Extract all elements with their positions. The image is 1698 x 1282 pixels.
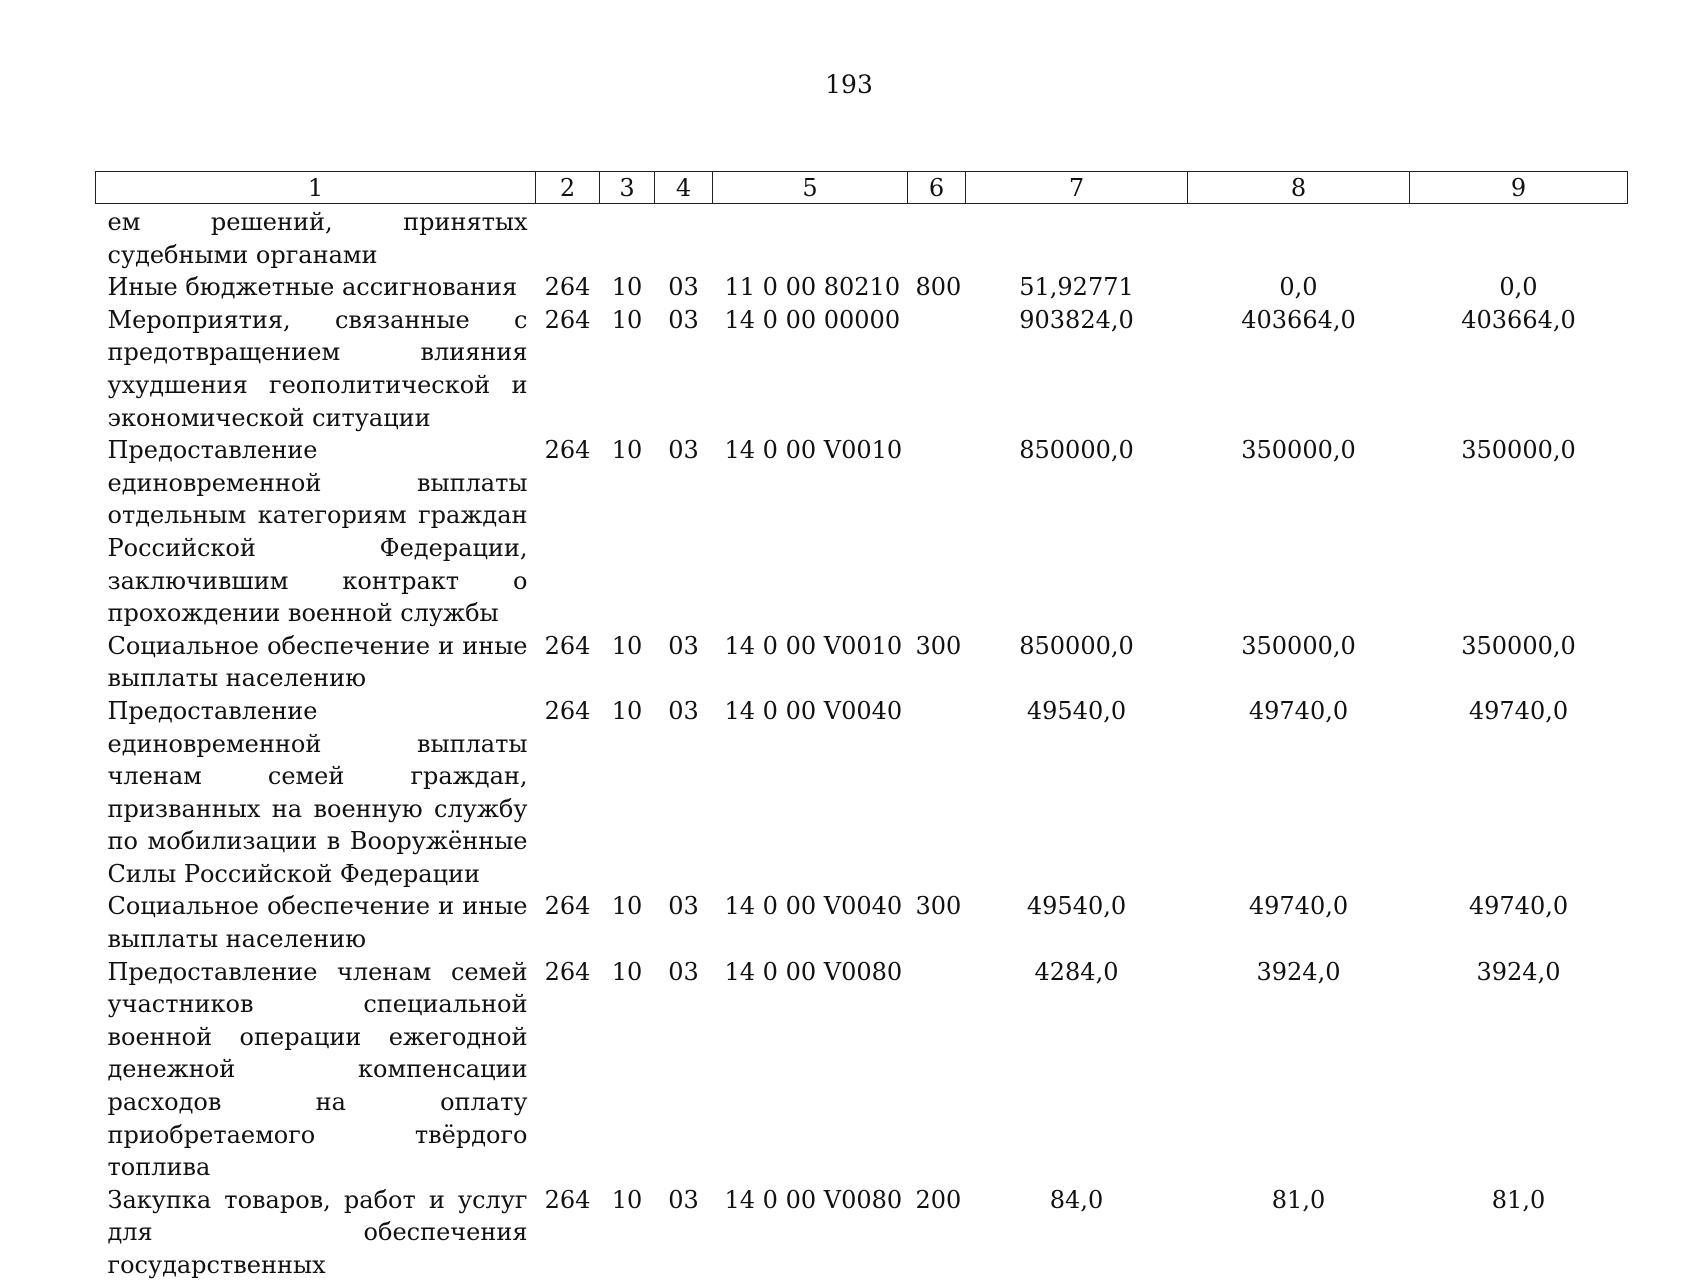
budget-table	[95, 171, 1628, 1282]
column-header: 6	[908, 172, 966, 204]
table-cell-col-8: 49740,0	[1248, 696, 1349, 725]
column-header: 3	[600, 172, 655, 204]
table-cell-col-9: 49740,0	[1468, 892, 1569, 921]
table-cell-col-3: 10	[611, 436, 643, 465]
table-cell-col-4	[655, 204, 713, 272]
table-cell-col-3: 10	[611, 305, 643, 334]
table-cell-col-6: 300	[915, 631, 962, 660]
table-cell-col-3	[600, 204, 655, 272]
table-cell-col-8: 350000,0	[1241, 436, 1356, 465]
column-header: 2	[536, 172, 600, 204]
row-label-cell: ем решений, принятых судебными органами	[107, 208, 528, 269]
column-header: 1	[96, 172, 536, 204]
table-cell-col-4: 03	[668, 436, 699, 465]
column-header: 9	[1410, 172, 1628, 204]
table-cell-col-7: 903824,0	[1019, 305, 1134, 334]
row-label-cell: Иные бюджетные ассигнования	[107, 273, 518, 302]
table-cell-col-8	[1188, 204, 1410, 272]
table-cell-col-5: 11 0 00 80210	[724, 273, 901, 302]
table-cell-col-2: 264	[544, 305, 591, 334]
table-cell-col-2: 264	[544, 1185, 591, 1214]
table-cell-col-9	[1410, 204, 1628, 272]
table-cell-col-4: 03	[668, 631, 699, 660]
table-row	[96, 304, 1628, 434]
table-cell-col-3: 10	[611, 957, 643, 986]
table-row	[96, 890, 1628, 955]
table-cell-col-5: 14 0 00 V0080	[724, 1185, 903, 1214]
row-label-cell: Мероприятия, связанные с предотвращением влияния ухудшения геополитической и экономической ситуации	[107, 305, 528, 432]
table-cell-col-4: 03	[668, 1185, 699, 1214]
table-row	[96, 434, 1628, 630]
table-cell-col-7: 49540,0	[1026, 696, 1127, 725]
table-cell-col-2	[536, 204, 600, 272]
table-cell-col-2: 264	[544, 892, 591, 921]
table-row	[96, 271, 1628, 304]
column-header: 4	[655, 172, 713, 204]
table-cell-col-4: 03	[668, 273, 699, 302]
table-cell-col-9: 350000,0	[1461, 436, 1576, 465]
table-cell-col-4: 03	[668, 957, 699, 986]
table-cell-col-5: 14 0 00 V0040	[724, 696, 903, 725]
table-body	[96, 204, 1628, 1282]
table-cell-col-5	[713, 204, 908, 272]
table-row	[96, 695, 1628, 891]
table-cell-col-9: 49740,0	[1468, 696, 1569, 725]
table-cell-col-7	[966, 204, 1188, 272]
table-cell-col-9: 81,0	[1491, 1185, 1546, 1214]
table-cell-col-6	[908, 434, 966, 630]
table-cell-col-5: 14 0 00 V0080	[724, 957, 903, 986]
table-cell-col-8: 0,0	[1279, 273, 1318, 302]
table-cell-col-3: 10	[611, 1185, 643, 1214]
table-cell-col-4: 03	[668, 305, 699, 334]
table-cell-col-6: 200	[915, 1185, 962, 1214]
row-label-cell: Предоставление единовременной выплаты членам семей граждан, призванных на военную службу по мобилизации в Вооружённые Силы Российской Федерации	[107, 696, 528, 888]
table-cell-col-7: 4284,0	[1034, 957, 1119, 986]
row-label-cell: Закупка товаров, работ и услуг для обеспечения государственных	[107, 1185, 528, 1279]
table-cell-col-3: 10	[611, 273, 643, 302]
table-cell-col-6: 300	[915, 892, 962, 921]
table-cell-col-5: 14 0 00 V0010	[724, 631, 903, 660]
table-cell-col-9: 0,0	[1499, 273, 1538, 302]
table-cell-col-8: 49740,0	[1248, 892, 1349, 921]
table-cell-col-9: 3924,0	[1476, 957, 1561, 986]
table-row	[96, 630, 1628, 695]
table-cell-col-5: 14 0 00 00000	[724, 305, 901, 334]
table-cell-col-2: 264	[544, 957, 591, 986]
table-cell-col-8: 81,0	[1271, 1185, 1326, 1214]
table-cell-col-7: 850000,0	[1019, 436, 1134, 465]
table-cell-col-6	[908, 956, 966, 1184]
table-cell-col-7: 84,0	[1049, 1185, 1104, 1214]
table-cell-col-2: 264	[544, 273, 591, 302]
table-cell-col-3: 10	[611, 892, 643, 921]
table-cell-col-3: 10	[611, 631, 643, 660]
table-row	[96, 204, 1628, 272]
header-row	[96, 172, 1628, 204]
table-cell-col-2: 264	[544, 631, 591, 660]
table-cell-col-7: 850000,0	[1019, 631, 1134, 660]
column-header: 5	[713, 172, 908, 204]
column-header: 8	[1188, 172, 1410, 204]
table-cell-col-7: 49540,0	[1026, 892, 1127, 921]
table-cell-col-9: 350000,0	[1461, 631, 1576, 660]
table-cell-col-9: 403664,0	[1461, 305, 1576, 334]
table-cell-col-7: 51,92771	[1019, 273, 1134, 302]
table-cell-col-5: 14 0 00 V0010	[724, 436, 903, 465]
table-cell-col-5: 14 0 00 V0040	[724, 892, 903, 921]
page-number: 193	[825, 70, 873, 99]
table-cell-col-4: 03	[668, 696, 699, 725]
table-cell-col-3: 10	[611, 696, 643, 725]
table-cell-col-8: 3924,0	[1256, 957, 1341, 986]
table-row	[96, 1184, 1628, 1282]
table-cell-col-8: 403664,0	[1241, 305, 1356, 334]
table-cell-col-2: 264	[544, 436, 591, 465]
row-label-cell: Предоставление членам семей участников специальной военной операции ежегодной денежной компенсации расходов на оплату приобретаемого твёрдого топлива	[107, 957, 528, 1182]
table-cell-col-6	[908, 304, 966, 434]
row-label-cell: Социальное обеспечение и иные выплаты населению	[107, 631, 528, 693]
table-cell-col-6	[908, 695, 966, 891]
column-header: 7	[966, 172, 1188, 204]
table-cell-col-2: 264	[544, 696, 591, 725]
table-cell-col-4: 03	[668, 892, 699, 921]
row-label-cell: Социальное обеспечение и иные выплаты населению	[107, 892, 528, 954]
table-cell-col-6	[908, 204, 966, 272]
table-row	[96, 956, 1628, 1184]
table-cell-col-6: 800	[915, 273, 962, 302]
row-label-cell: Предоставление единовременной выплаты отдельным категориям граждан Российской Федерации, заключившим контракт о прохождении военной службы	[107, 436, 528, 628]
table-cell-col-8: 350000,0	[1241, 631, 1356, 660]
